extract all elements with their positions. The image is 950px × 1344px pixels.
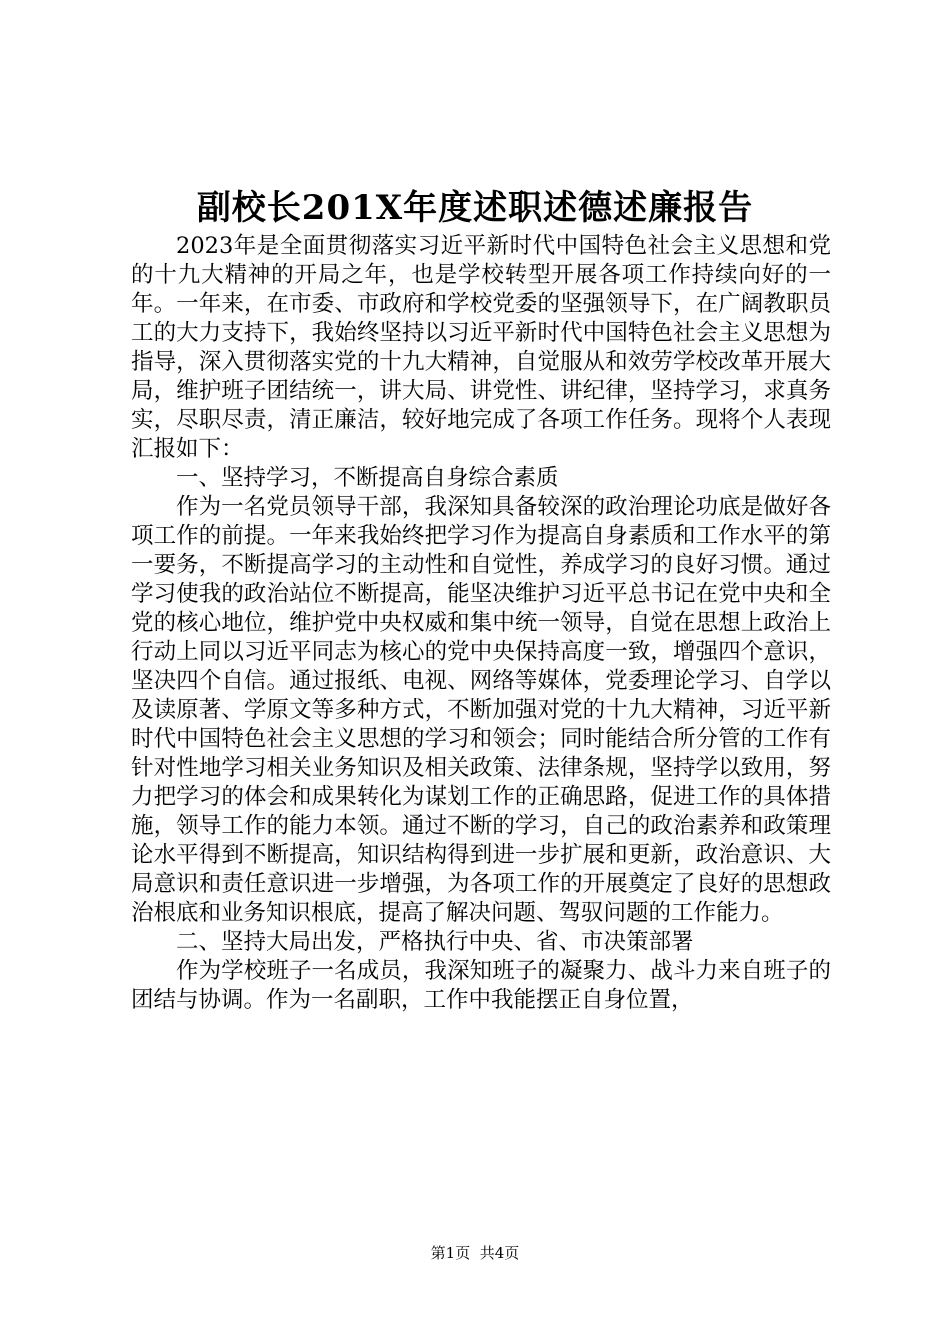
page-number: 第1页 [430, 1244, 471, 1262]
paragraph-intro: 2023年是全面贯彻落实习近平新时代中国特色社会主义思想和党的十九大精神的开局之年，也是学校转型开展各项工作持续向好的一年。一年来，在市委、市政府和学校党委的坚强领导下，在广阔教职员工的大力支持下，我始终坚持以习近平新时代中国特色社会主义思想为指导，深入贯彻落实党的十九大精神，自觉服从和效劳学校改革开展大局，维护班子团结统一，讲大局、讲党性、讲纪律，坚持学习，求真务实，尽职尽责，清正廉洁，较好地完成了各项工作任务。现将个人表现汇报如下： [131, 233, 831, 462]
document-title: 副校长201X年度述职述德述廉报告 [196, 188, 754, 228]
page-footer [0, 1243, 950, 1263]
section-heading-1: 一、坚持学习，不断提高自身综合素质 [176, 465, 559, 491]
document-body [131, 232, 831, 1015]
footer-spacer [470, 1244, 480, 1262]
paragraph-section-1: 作为一名党员领导干部，我深知具备较深的政治理论功底是做好各项工作的前提。一年来我始终把学习作为提高自身素质和工作水平的第一要务，不断提高学习的主动性和自觉性，养成学习的良好习惯。通过学习使我的政治站位不断提高，能坚决维护习近平总书记在党中央和全党的核心地位，维护党中央权威和集中统一领导，自觉在思想上政治上行动上同以习近平同志为核心的党中央保持高度一致，增强四个意识，坚决四个自信。通过报纸、电视、网络等媒体，党委理论学习、自学以及读原著、学原文等多种方式，不断加强对党的十九大精神，习近平新时代中国特色社会主义思想的学习和领会；同时能结合所分管的工作有针对性地学习相关业务知识及相关政策、法律条规，坚持学以致用，努力把学习的体会和成果转化为谋划工作的正确思路，促进工作的具体措施，领导工作的能力本领。通过不断的学习，自己的政治素养和政策理论水平得到不断提高，知识结构得到进一步扩展和更新，政治意识、大局意识和责任意识进一步增强，为各项工作的开展奠定了良好的思想政治根底和业务知识根底，提高了解决问题、驾驭问题的工作能力。 [131, 494, 831, 926]
section-heading-2: 二、坚持大局出发，严格执行中央、省、市决策部署 [176, 929, 694, 955]
page-total: 共4页 [479, 1244, 520, 1262]
paragraph-section-2: 作为学校班子一名成员，我深知班子的凝聚力、战斗力来自班子的团结与协调。作为一名副职，工作中我能摆正自身位置， [131, 958, 831, 1013]
